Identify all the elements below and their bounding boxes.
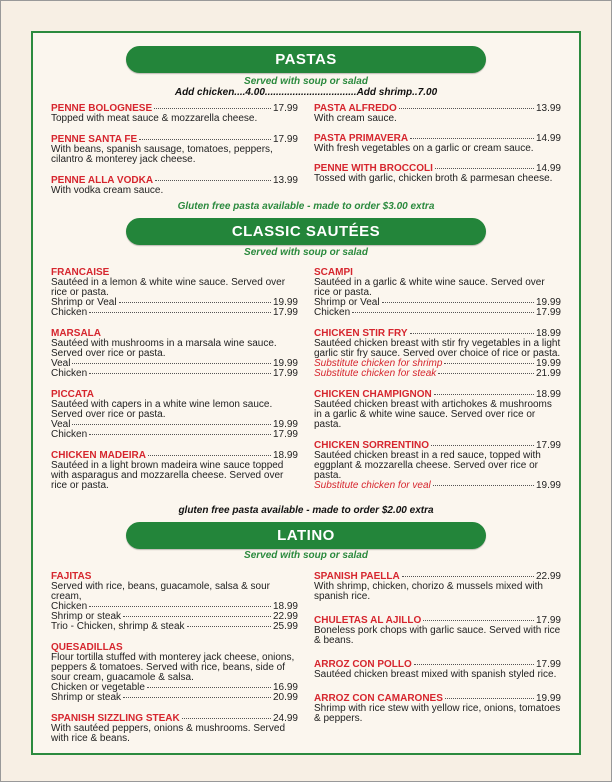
item-price: 13.99 <box>272 175 298 186</box>
pastas-banner: PASTAS <box>126 46 486 73</box>
option-label: Chicken <box>51 601 88 612</box>
item-description: With vodka cream sauce. <box>51 185 164 196</box>
item-description: Sautéed chicken breast mixed with spanish styled rice. <box>314 669 557 680</box>
item-name: SPANISH PAELLA <box>314 571 400 582</box>
item-description: Topped with meat sauce & mozzarella cheese. <box>51 113 258 124</box>
option-price: 20.99 <box>272 692 298 703</box>
option-price: 19.99 <box>272 297 298 308</box>
item-name: SPANISH SIZZLING STEAK <box>51 713 180 724</box>
item-description: With fresh vegetables on a garlic or cream sauce. <box>314 143 534 154</box>
item-price: 14.99 <box>535 133 561 144</box>
item-description: Sautéed with mushrooms in a marsala wine sauce. Served over rice or pasta. <box>51 338 277 359</box>
option-label: Chicken <box>314 307 351 318</box>
item-price: 18.99 <box>272 450 298 461</box>
pastas-add-ons <box>0 87 612 99</box>
item-price: 13.99 <box>535 103 561 114</box>
item-description: Sautéed in a lemon & white wine sauce. Served over rice or pasta. <box>51 277 286 298</box>
menu-item <box>314 572 561 602</box>
latino-right-column <box>314 572 561 735</box>
option-label: Veal <box>51 419 71 430</box>
substitute-label: Substitute chicken for steak <box>314 368 437 379</box>
item-description: Sautéed in a light brown madeira wine sauce topped with asparagus and mozzarella cheese. Served over rice or pasta. <box>51 460 284 491</box>
pastas-footnote: Gluten free pasta available - made to order $3.00 extra <box>177 201 435 212</box>
item-price: 18.99 <box>535 389 561 400</box>
item-name: CHICKEN STIR FRY <box>314 328 408 339</box>
item-description: With sautéed peppers, onions & mushrooms. Served with rice & beans. <box>51 723 286 744</box>
item-price: 22.99 <box>535 571 561 582</box>
item-name: CHICKEN MADEIRA <box>51 450 146 461</box>
item-name: PENNE SANTA FE <box>51 134 138 145</box>
option-label: Chicken <box>51 307 88 318</box>
menu-item <box>51 135 298 165</box>
item-price: 17.99 <box>535 440 561 451</box>
menu-item <box>51 104 298 124</box>
option-price: 19.99 <box>272 419 298 430</box>
item-description: Sautéed chicken breast with artichokes & mushrooms in a garlic & white wine sauce. Served over rice or pasta. <box>314 399 552 430</box>
item-name: SCAMPI <box>314 267 353 278</box>
option-label: Trio - Chicken, shrimp & steak <box>51 621 185 632</box>
item-name: PASTA ALFREDO <box>314 103 397 114</box>
menu-item <box>314 441 561 491</box>
item-name: PASTA PRIMAVERA <box>314 133 409 144</box>
pastas-right-column <box>314 104 561 195</box>
item-description: Tossed with garlic, chicken broth & parmesan cheese. <box>314 173 553 184</box>
menu-item <box>51 451 298 491</box>
item-description: With beans, spanish sausage, tomatoes, peppers, cilantro & monterey jack cheese. <box>51 144 273 165</box>
substitute-label: Substitute chicken for shrimp <box>314 358 443 369</box>
item-price: 17.99 <box>272 103 298 114</box>
item-description: Served with rice, beans, guacamole, salsa & sour cream, <box>51 581 270 602</box>
item-name: FRANCAISE <box>51 267 110 278</box>
option-price: 25.99 <box>272 621 298 632</box>
option-price: 17.99 <box>272 307 298 318</box>
menu-item <box>314 104 561 124</box>
item-price: 19.99 <box>535 693 561 704</box>
item-description: Flour tortilla stuffed with monterey jack cheese, onions, peppers & tomatoes. Served with rice, beans, side of sour cream, guacamole & salsa. <box>51 652 295 683</box>
option-label: Chicken <box>51 429 88 440</box>
option-price: 18.99 <box>272 601 298 612</box>
option-label: Shrimp or Veal <box>51 297 117 308</box>
add-chicken-label: Add chicken....4.00 <box>174 87 265 98</box>
item-name: PENNE ALLA VODKA <box>51 175 154 186</box>
menu-item <box>314 616 561 646</box>
sautees-left-column <box>51 268 298 502</box>
latino-note: Served with soup or salad <box>244 550 368 561</box>
option-price: 17.99 <box>272 368 298 379</box>
item-price: 17.99 <box>272 134 298 145</box>
item-price: 17.99 <box>535 659 561 670</box>
item-name: ARROZ CON CAMARONES <box>314 693 443 704</box>
menu-item <box>314 694 561 724</box>
option-price: 19.99 <box>535 297 561 308</box>
item-description: Boneless pork chops with garlic sauce. Served with rice & beans. <box>314 625 561 646</box>
item-description: Sautéed with capers in a white wine lemon sauce. Served over rice or pasta. <box>51 399 273 420</box>
item-description: Sautéed chicken breast in a red sauce, topped with eggplant & mozzarella cheese. Served over rice or pasta. <box>314 450 541 481</box>
menu-item <box>314 660 561 680</box>
item-name: QUESADILLAS <box>51 642 123 653</box>
item-name: PENNE BOLOGNESE <box>51 103 153 114</box>
option-label: Veal <box>51 358 71 369</box>
substitute-price: 21.99 <box>535 368 561 379</box>
item-name: MARSALA <box>51 328 101 339</box>
menu-item <box>51 268 298 318</box>
item-description: Shrimp with rice stew with yellow rice, onions, tomatoes & peppers. <box>314 703 561 724</box>
add-ons-dots: ................................. <box>264 87 357 98</box>
menu-item <box>51 390 298 440</box>
item-description: With shrimp, chicken, chorizo & mussels mixed with spanish rice. <box>314 581 543 602</box>
menu-item <box>314 329 561 379</box>
option-label: Shrimp or steak <box>51 692 122 703</box>
item-name: FAJITAS <box>51 571 92 582</box>
item-name: CHICKEN CHAMPIGNON <box>314 389 432 400</box>
menu-item <box>51 572 298 632</box>
latino-banner: LATINO <box>126 522 486 549</box>
item-name: CHULETAS AL AJILLO <box>314 615 422 626</box>
substitute-price: 19.99 <box>535 358 561 369</box>
substitute-label: Substitute chicken for veal <box>314 480 431 491</box>
menu-item <box>51 176 298 196</box>
pastas-note: Served with soup or salad <box>244 76 368 87</box>
menu-item <box>314 268 561 318</box>
option-price: 19.99 <box>272 358 298 369</box>
item-name: ARROZ CON POLLO <box>314 659 412 670</box>
option-label: Chicken or vegetable <box>51 682 145 693</box>
menu-item <box>314 134 561 154</box>
sautees-note: Served with soup or salad <box>244 247 368 258</box>
item-price: 14.99 <box>535 163 561 174</box>
item-price: 17.99 <box>535 615 561 626</box>
item-description: Sautéed in a garlic & white wine sauce. Served over rice or pasta. <box>314 277 545 298</box>
option-label: Shrimp or steak <box>51 611 122 622</box>
menu-item <box>314 390 561 430</box>
item-description: With cream sauce. <box>314 113 397 124</box>
menu-item <box>51 643 298 703</box>
menu-item <box>51 714 298 744</box>
pastas-left-column <box>51 104 298 207</box>
substitute-price: 19.99 <box>535 480 561 491</box>
item-price: 18.99 <box>535 328 561 339</box>
option-label: Chicken <box>51 368 88 379</box>
sautees-right-column <box>314 268 561 502</box>
item-name: CHICKEN SORRENTINO <box>314 440 430 451</box>
sautees-banner: CLASSIC SAUTÉES <box>126 218 486 245</box>
option-label: Shrimp or Veal <box>314 297 380 308</box>
item-name: PENNE WITH BROCCOLI <box>314 163 433 174</box>
item-price: 24.99 <box>272 713 298 724</box>
add-shrimp-label: Add shrimp..7.00 <box>356 87 438 98</box>
option-price: 17.99 <box>535 307 561 318</box>
item-description: Sautéed chicken breast with stir fry vegetables in a light garlic stir fry sauce. Served over choice of rice or pasta. <box>314 338 561 359</box>
option-price: 16.99 <box>272 682 298 693</box>
item-name: PICCATA <box>51 389 94 400</box>
option-price: 22.99 <box>272 611 298 622</box>
sautees-footnote: gluten free pasta available - made to order $2.00 extra <box>178 505 434 516</box>
menu-item <box>51 329 298 379</box>
menu-item <box>314 164 561 184</box>
option-price: 17.99 <box>272 429 298 440</box>
latino-left-column <box>51 572 298 755</box>
